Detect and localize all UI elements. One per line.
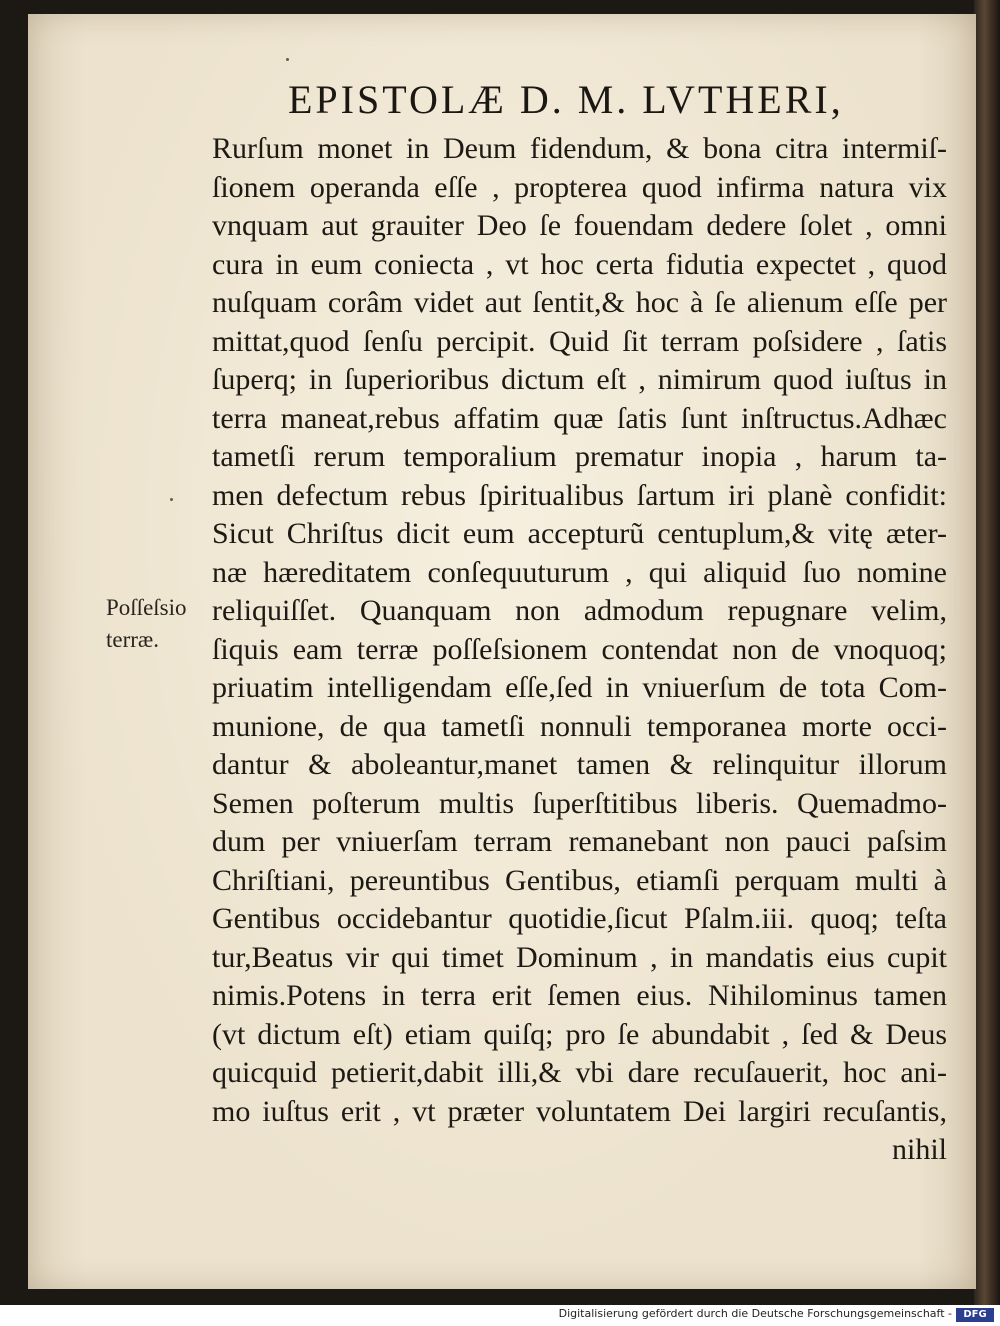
text-line: næ hæreditatem conſequuturum , qui aliquid ſuo nomine <box>212 555 947 589</box>
text-line: Sicut Chriſtus dicit eum accepturũ centuplum,& vitę æter- <box>212 517 947 550</box>
text-line: nimis.Potens in terra erit ſemen eius. Nihilominus tamen <box>212 979 947 1012</box>
book-edge <box>974 0 1000 1305</box>
text-line: quicquid petierit,dabit illi,& vbi dare recuſauerit, hoc ani- <box>212 1056 947 1089</box>
text-line: Chriſtiani, pereuntibus Gentibus, etiamſi perquam multi à <box>212 863 947 897</box>
text-line: mittat,quod ſenſu percipit. Quid ſit terram poſsidere , ſatis <box>212 324 947 358</box>
text-line: tametſi rerum temporalium prematur inopia , harum ta- <box>212 440 947 473</box>
text-line: ſionem operanda eſſe , propterea quod infirma natura vix <box>212 170 947 204</box>
marginal-note-line: terræ. <box>106 627 160 652</box>
marginal-note-line: Poſſeſsio <box>106 595 187 620</box>
text-line: nuſquam corâm videt aut ſentit,& hoc à ſe alienum eſſe per <box>212 286 947 319</box>
running-head: EPISTOLÆ D. M. LVTHERI, <box>288 77 844 122</box>
text-line: priuatim intelligendam eſſe,ſed in vniuerſum de tota Com- <box>212 671 947 704</box>
dfg-logo-icon: DFG <box>956 1308 994 1322</box>
text-line: terra maneat,rebus affatim quæ ſatis ſunt inſtructus.Adhæc <box>212 401 947 435</box>
text-line: munione, de qua tametſi nonnuli temporanea morte occi- <box>212 709 947 743</box>
text-line: mo iuſtus erit , vt præter voluntatem Dei largiri recuſantis, <box>212 1094 947 1128</box>
paper-speck <box>286 58 289 61</box>
text-line: dantur & aboleantur,manet tamen & relinquitur illorum <box>212 748 947 781</box>
text-line: tur,Beatus vir qui timet Dominum , in mandatis eius cupit <box>212 940 947 974</box>
text-line: cura in eum coniecta , vt hoc certa fidutia expectet , quod <box>212 247 947 281</box>
text-line: vnquam aut grauiter Deo ſe fouendam dedere ſolet , omni <box>212 209 947 242</box>
text-line: Semen poſterum multis ſuperſtitibus liberis. Quemadmo- <box>212 786 947 820</box>
paper-speck <box>170 498 173 501</box>
text-line: ſuperq; in ſuperioribus dictum eſt , nimirum quod iuſtus in <box>212 363 947 396</box>
text-line: ſiquis eam terræ poſſeſsionem contendat non de vnoquoq; <box>212 632 947 666</box>
catchword: nihil <box>891 1133 947 1166</box>
text-line: dum per vniuerſam terram remanebant non pauci paſsim <box>212 825 947 858</box>
text-line: reliquiſſet. Quanquam non admodum repugnare velim, <box>212 594 947 627</box>
funding-credit: Digitalisierung gefördert durch die Deutsche Forschungsgemeinschaft - <box>558 1307 952 1320</box>
text-line: (vt dictum eſt) etiam quiſq; pro ſe abundabit , ſed & Deus <box>212 1017 947 1051</box>
text-line: men defectum rebus ſpiritualibus ſartum iri planè confidit: <box>212 478 947 512</box>
text-line: Rurſum monet in Deum fidendum, & bona citra intermiſ- <box>212 132 947 165</box>
body-text <box>212 130 947 1170</box>
marginal-note <box>106 592 206 656</box>
text-line: Gentibus occidebantur quotidie,ſicut Pſalm.iii. quoq; teſta <box>212 902 947 935</box>
